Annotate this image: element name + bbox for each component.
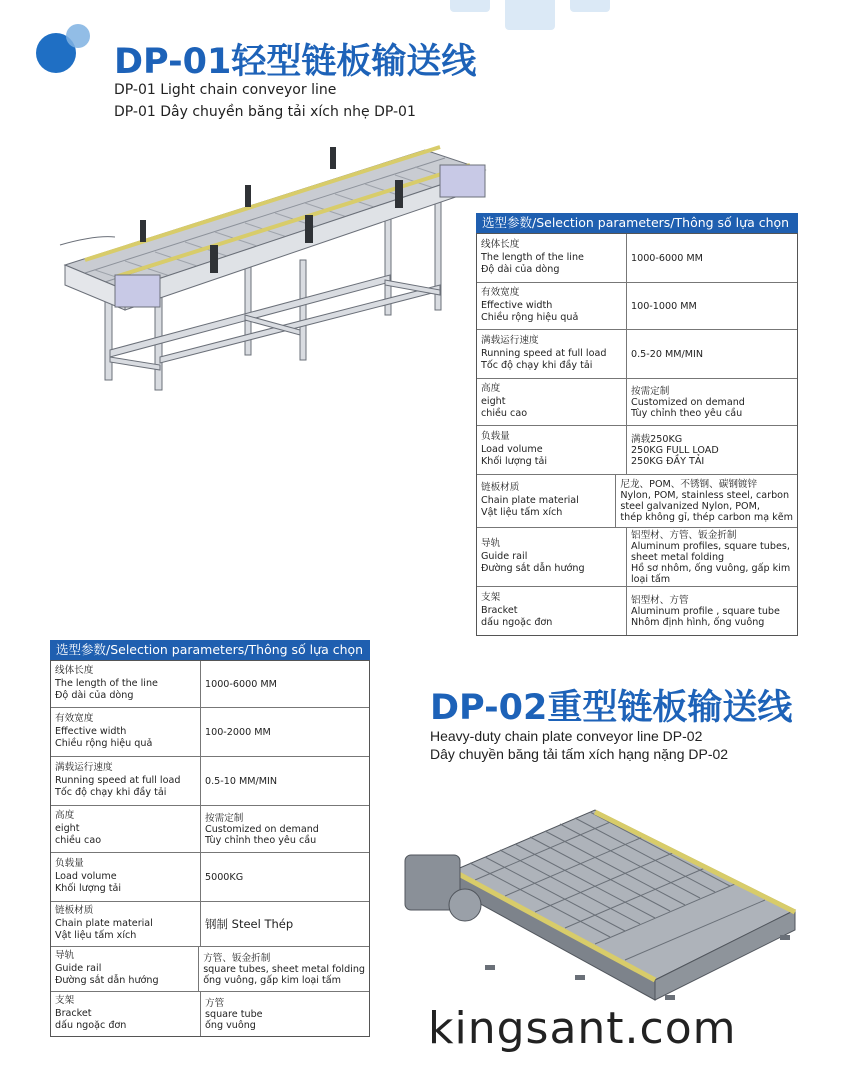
value-line: 尼龙、POM、不锈钢、碳钢镀锌 (620, 479, 758, 490)
subtitle-vi: DP-01 Dây chuyền băng tải xích nhẹ DP-01 (114, 104, 416, 120)
value-line: 0.5-10 MM/MIN (205, 775, 278, 787)
value-line: 钢制 Steel Thép (205, 916, 294, 931)
value-line: Aluminum profiles, square tubes, (631, 540, 790, 552)
logo-dot-small (66, 24, 90, 48)
table-row (477, 233, 797, 282)
label-line: Chiều rộng hiệu quả (55, 738, 153, 750)
parameter-value (627, 426, 797, 474)
parameter-label (51, 992, 201, 1036)
label-line: eight (481, 395, 506, 407)
parameter-label (51, 708, 201, 756)
value-line: 方管 (205, 997, 225, 1009)
parameter-label (477, 426, 627, 474)
value-line: square tubes, sheet metal folding (203, 963, 365, 975)
selection-parameters-table-dp02 (50, 640, 370, 1037)
parameter-label (477, 330, 627, 378)
label-line: Bracket (481, 604, 518, 616)
label-line: 有效宽度 (481, 287, 520, 299)
label-line: Khối lượng tải (481, 456, 548, 468)
parameter-label (477, 475, 616, 527)
label-line: Running speed at full load (55, 774, 181, 786)
label-line: Vật liệu tấm xích (481, 507, 563, 519)
gear-decoration-icon (395, 0, 665, 30)
label-line: 线体长度 (55, 665, 94, 677)
label-line: Guide rail (481, 550, 528, 562)
value-line: Hồ sơ nhôm, ống vuông, gấp kim (631, 562, 791, 574)
heavy-conveyor-image (395, 800, 805, 1005)
parameter-value (627, 283, 797, 329)
label-line: 满载运行速度 (55, 762, 113, 774)
table-row (477, 527, 797, 586)
label-line: Guide rail (55, 962, 102, 974)
label-line: dấu ngoặc đơn (481, 617, 553, 629)
label-line: The length of the line (55, 677, 158, 689)
page-title: DP-01轻型链板输送线 (114, 42, 477, 82)
parameter-label (477, 587, 627, 635)
parameter-label (477, 283, 627, 329)
parameter-value (201, 661, 369, 707)
label-line: Đường sắt dẫn hướng (55, 975, 159, 987)
value-line: 100-1000 MM (631, 300, 697, 312)
parameter-value (627, 379, 797, 425)
table-heading: 选型参数/Selection parameters/Thông số lựa chọn (476, 213, 798, 233)
table-row (51, 756, 369, 805)
parameter-value (616, 475, 797, 527)
table-row (51, 660, 369, 707)
parameter-label (51, 947, 199, 991)
value-line: sheet metal folding (631, 551, 725, 563)
section-title-dp02: DP-02重型链板输送线 (430, 688, 793, 728)
label-line: 负载量 (55, 858, 84, 870)
value-line: 1000-6000 MM (631, 252, 703, 264)
parameter-value (201, 757, 369, 805)
value-line: 铝型材、方管 (631, 594, 689, 606)
label-line: Độ dài của dòng (481, 264, 560, 276)
label-line: Đường sắt dẫn hướng (481, 563, 585, 575)
table-body (476, 233, 798, 636)
label-line: chiều cao (481, 408, 528, 420)
parameter-value (201, 992, 369, 1036)
label-line: 链板材质 (55, 905, 94, 917)
label-line: 支架 (481, 592, 501, 604)
value-line: Tùy chỉnh theo yêu cầu (631, 407, 743, 419)
label-line: Độ dài của dòng (55, 690, 134, 702)
value-line: 0.5-20 MM/MIN (631, 348, 704, 360)
label-line: 支架 (55, 995, 75, 1007)
parameter-label (51, 853, 201, 901)
table-row (477, 329, 797, 378)
table-row (477, 425, 797, 474)
label-line: 有效宽度 (55, 713, 94, 725)
label-line: Chiều rộng hiệu quả (481, 312, 579, 324)
table-row (51, 991, 369, 1036)
table-row (477, 474, 797, 527)
light-conveyor-image (55, 125, 495, 410)
parameter-value (201, 806, 369, 852)
label-line: Chain plate material (55, 917, 153, 929)
value-line: 按需定制 (631, 385, 670, 397)
parameter-value (627, 587, 797, 635)
value-line: ống vuông, gấp kim loại tấm (203, 974, 342, 986)
label-line: Khối lượng tải (55, 883, 122, 895)
value-line: 250KG ĐẦY TẢI (631, 455, 705, 467)
value-line: thép không gỉ, thép carbon mạ kẽm (620, 512, 793, 523)
parameter-value (627, 234, 797, 282)
parameter-label (477, 234, 627, 282)
label-line: Effective width (481, 299, 553, 311)
label-line: eight (55, 822, 80, 834)
label-line: Running speed at full load (481, 347, 607, 359)
parameter-value (627, 528, 797, 586)
label-line: chiều cao (55, 835, 102, 847)
label-line: 高度 (481, 383, 501, 395)
table-row (51, 707, 369, 756)
parameter-value (201, 902, 369, 946)
label-line: The length of the line (481, 251, 584, 263)
value-line: Aluminum profile , square tube (631, 605, 780, 617)
value-line: Customized on demand (631, 396, 745, 408)
value-line: Nylon, POM, stainless steel, carbon (620, 490, 790, 501)
value-line: Tùy chỉnh theo yêu cầu (205, 834, 317, 846)
label-line: 导轨 (55, 950, 75, 962)
section-subtitle-vi: Dây chuyền băng tải tấm xích hạng nặng DP-02 (430, 746, 729, 762)
value-line: 铝型材、方管、钣金折制 (631, 529, 737, 541)
parameter-label (477, 379, 627, 425)
value-line: 满载250KG (631, 433, 683, 445)
parameter-value (201, 853, 369, 901)
label-line: 链板材质 (481, 482, 520, 494)
parameter-label (477, 528, 627, 586)
table-row (51, 805, 369, 852)
value-line: 5000KG (205, 871, 244, 883)
selection-parameters-table-dp01 (476, 213, 798, 636)
value-line: 100-2000 MM (205, 726, 271, 738)
value-line: loại tấm (631, 573, 671, 585)
label-line: Load volume (55, 870, 117, 882)
label-line: Chain plate material (481, 494, 579, 506)
value-line: 1000-6000 MM (205, 678, 277, 690)
value-line: steel galvanized Nylon, POM, (620, 501, 760, 512)
label-line: 满载运行速度 (481, 335, 539, 347)
value-line: square tube (205, 1008, 263, 1020)
value-line: 方管、钣金折制 (203, 952, 271, 964)
table-row (51, 852, 369, 901)
table-body (50, 660, 370, 1037)
label-line: 负载量 (481, 431, 510, 443)
subtitle-en: DP-01 Light chain conveyor line (114, 82, 337, 98)
table-row (477, 378, 797, 425)
parameter-label (51, 661, 201, 707)
parameter-label (51, 902, 201, 946)
table-row (51, 901, 369, 946)
section-subtitle-en: Heavy-duty chain plate conveyor line DP-02 (430, 728, 703, 744)
value-line: 250KG FULL LOAD (631, 444, 719, 456)
label-line: dấu ngoặc đơn (55, 1020, 127, 1032)
label-line: 导轨 (481, 538, 501, 550)
label-line: Vật liệu tấm xích (55, 930, 137, 942)
parameter-value (627, 330, 797, 378)
parameter-value (201, 708, 369, 756)
table-row (477, 282, 797, 329)
label-line: Effective width (55, 725, 127, 737)
parameter-label (51, 757, 201, 805)
label-line: Load volume (481, 443, 543, 455)
table-row (477, 586, 797, 635)
value-line: Customized on demand (205, 823, 319, 835)
table-heading: 选型参数/Selection parameters/Thông số lựa chọn (50, 640, 370, 660)
value-line: ống vuông (205, 1019, 256, 1031)
website-url: kingsant.com (428, 1003, 737, 1054)
parameter-value (199, 947, 369, 991)
label-line: Tốc độ chạy khi đầy tải (481, 360, 593, 372)
label-line: 线体长度 (481, 239, 520, 251)
value-line: Nhôm định hình, ống vuông (631, 616, 765, 628)
label-line: 高度 (55, 810, 75, 822)
label-line: Tốc độ chạy khi đầy tải (55, 787, 167, 799)
parameter-label (51, 806, 201, 852)
table-row (51, 946, 369, 991)
label-line: Bracket (55, 1007, 92, 1019)
value-line: 按需定制 (205, 812, 244, 824)
